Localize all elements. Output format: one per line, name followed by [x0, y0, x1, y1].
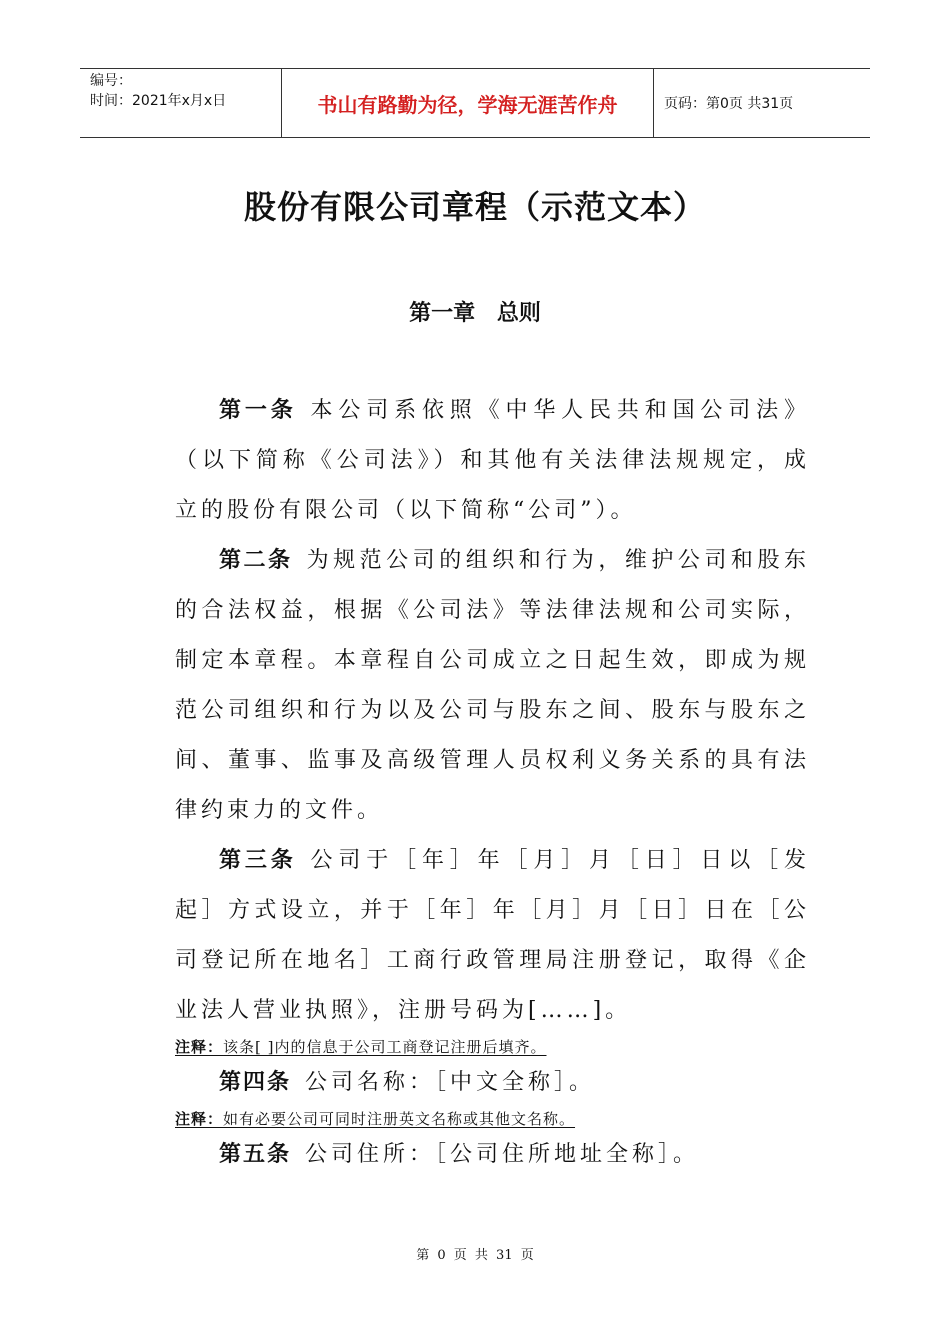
article-label: 第三条	[219, 848, 297, 873]
header-motto: 书山有路勤为径，学海无涯苦作舟	[282, 69, 654, 137]
page-footer: 第 0 页 共 31 页	[416, 1248, 534, 1263]
article-label: 第二条	[219, 548, 293, 573]
note-text: 该条[ ]内的信息于公司工商登记注册后填齐。	[223, 1038, 547, 1056]
article-1	[175, 386, 810, 536]
article-label: 第四条	[219, 1070, 292, 1095]
chapter-heading: 第一章 总则	[409, 301, 541, 326]
article-text: 公司于［年］年［月］月［日］日以［发起］方式设立，并于［年］年［月］月［日］日在［公司登记所在地名］工商行政管理局注册登记，取得《企业法人营业执照》，注册号码为[……]。	[175, 848, 810, 1023]
article-text: 本公司系依照《中华人民共和国公司法》（以下简称《公司法》）和其他有关法律法规规定，成立的股份有限公司（以下简称“公司”）。	[175, 398, 810, 523]
article-5	[175, 1130, 810, 1180]
article-4	[175, 1058, 810, 1108]
document-title: 股份有限公司章程（示范文本）	[243, 188, 706, 226]
article-text: 为规范公司的组织和行为，维护公司和股东的合法权益，根据《公司法》等法律法规和公司实际，制定本章程。本章程自公司成立之日起生效，即成为规范公司组织和行为以及公司与股东之间、股东与股东之间、董事、监事及高级管理人员权利义务关系的具有法律约束力的文件。	[175, 548, 810, 823]
header-meta	[80, 69, 282, 137]
article-label: 第五条	[219, 1142, 292, 1167]
document-time-label: 时间：2021年x月x日	[90, 93, 227, 109]
article-text: 公司名称：［中文全称］。	[305, 1070, 596, 1095]
article-2	[175, 536, 810, 836]
document-number-label: 编号：	[90, 73, 132, 89]
article-3	[175, 836, 810, 1036]
article-label: 第一条	[219, 398, 297, 423]
note-1	[175, 1036, 810, 1058]
document-body	[175, 386, 810, 1180]
page-header	[80, 68, 870, 138]
note-2	[175, 1108, 810, 1130]
note-text: 如有必要公司可同时注册英文名称或其他文名称。	[223, 1110, 576, 1128]
header-page-info: 页码：第0页 共31页	[664, 96, 794, 112]
note-label: 注释：	[175, 1038, 224, 1056]
note-label: 注释：	[175, 1110, 224, 1128]
article-text: 公司住所：［公司住所地址全称］。	[305, 1142, 700, 1167]
